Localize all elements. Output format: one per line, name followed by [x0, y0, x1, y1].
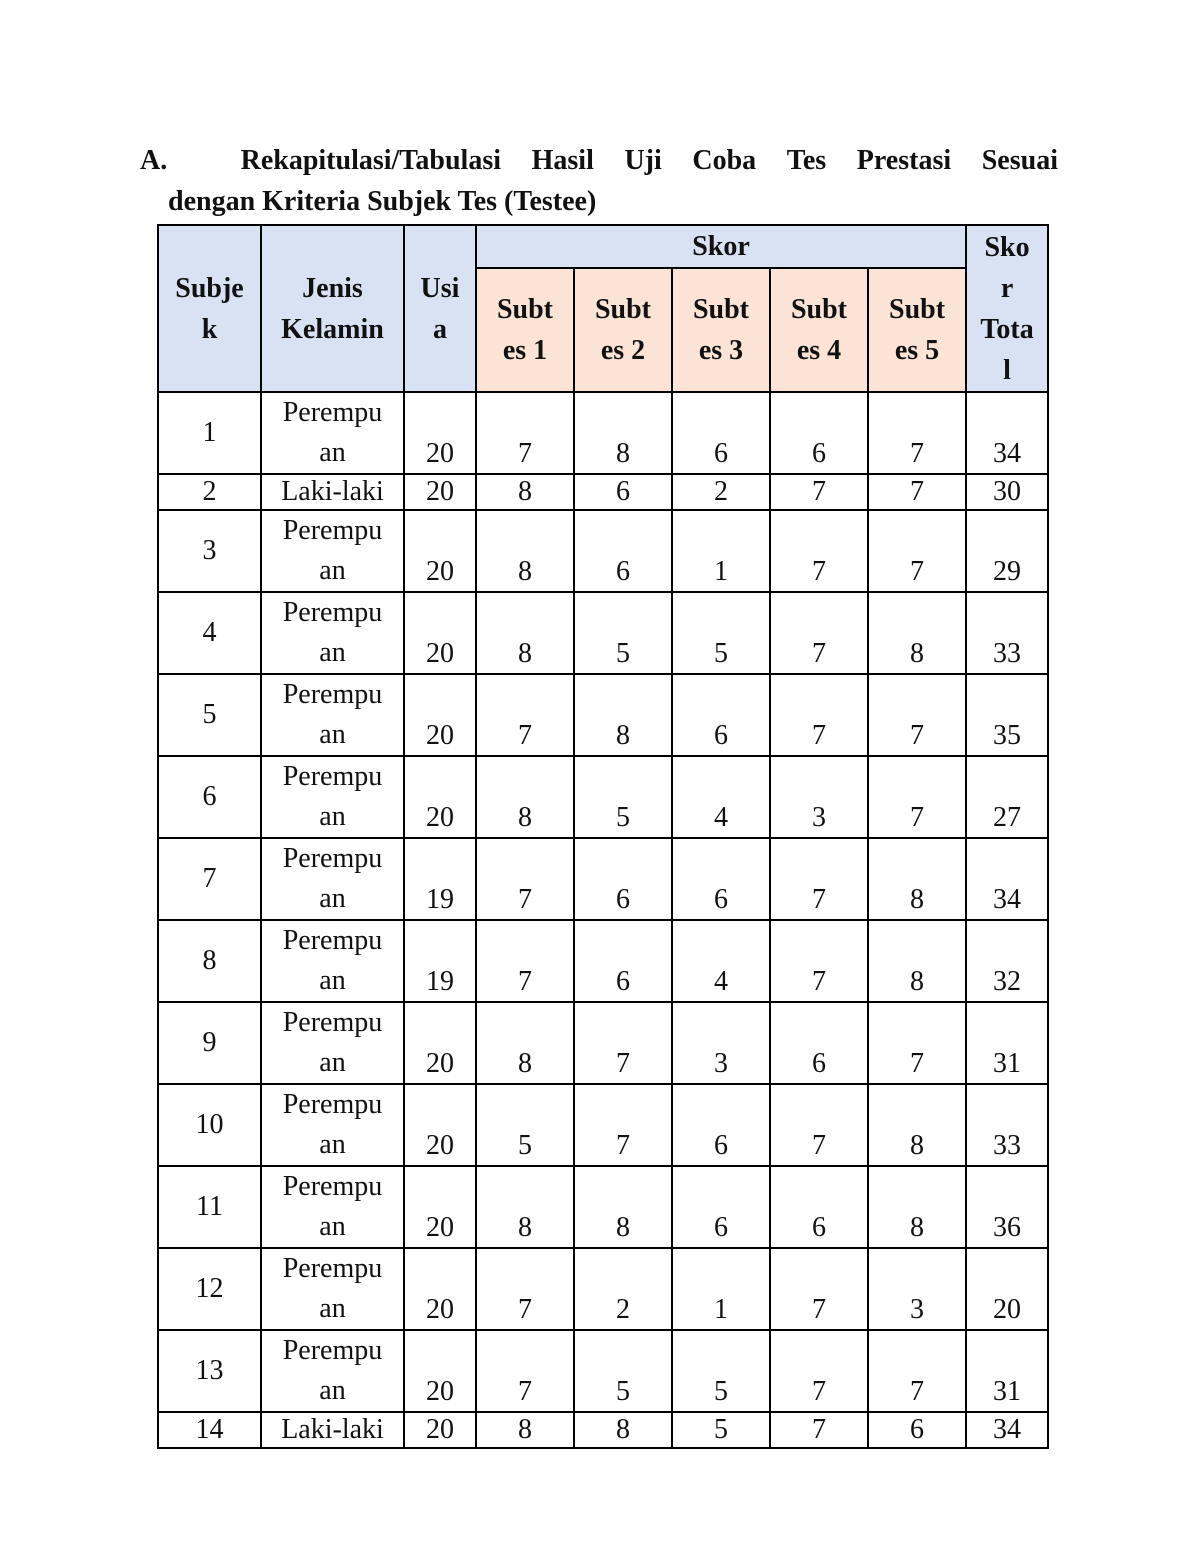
subtes-4-cell: 7 [770, 838, 868, 920]
usia-cell: 20 [404, 1002, 476, 1084]
heading-line-1 [140, 140, 1058, 181]
jenis-kelamin-text: an [319, 801, 346, 832]
subtes-4-cell: 7 [770, 920, 868, 1002]
jenis-kelamin-text: an [319, 1211, 346, 1242]
usia-cell: 19 [404, 920, 476, 1002]
jenis-kelamin-text: Perempu [282, 843, 383, 874]
subtes-3-cell: 6 [672, 838, 770, 920]
subtes-4-cell: 7 [770, 592, 868, 674]
subtes-2-cell: 8 [574, 674, 672, 756]
usia-cell: 20 [404, 1166, 476, 1248]
jenis-kelamin-text: Perempu [282, 1335, 383, 1366]
subtes-2-cell: 8 [574, 1412, 672, 1448]
subtes-5-cell: 7 [868, 392, 966, 474]
subtes-2-cell: 7 [574, 1002, 672, 1084]
subjek-cell: 12 [158, 1248, 261, 1330]
subtes-5-cell: 8 [868, 592, 966, 674]
jenis-kelamin-text: an [319, 555, 346, 586]
subtes-2-cell: 7 [574, 1084, 672, 1166]
skor-total-cell: 32 [966, 920, 1048, 1002]
jenis-kelamin-text: Perempu [282, 679, 383, 710]
subtes-4-cell: 6 [770, 392, 868, 474]
header-subtes-2: Subt es 2 [574, 268, 672, 392]
subtes-1-cell: 7 [476, 838, 574, 920]
subtes-3-cell: 6 [672, 1166, 770, 1248]
subtes-3-cell: 5 [672, 1412, 770, 1448]
skor-total-cell: 31 [966, 1002, 1048, 1084]
table-row [158, 592, 1048, 674]
jenis-kelamin-cell [261, 756, 404, 838]
jenis-kelamin-cell [261, 1084, 404, 1166]
jenis-kelamin-text: Perempu [282, 925, 383, 956]
jenis-kelamin-text: Perempu [282, 597, 383, 628]
section-heading [140, 140, 1058, 222]
subtes-3-cell: 6 [672, 674, 770, 756]
subtes-5-cell: 7 [868, 1330, 966, 1412]
subtes-3-cell: 1 [672, 1248, 770, 1330]
subtes-5-cell: 8 [868, 1084, 966, 1166]
jenis-kelamin-cell [261, 1002, 404, 1084]
jenis-kelamin-text: Laki-laki [281, 476, 384, 507]
subtes-3-cell: 5 [672, 592, 770, 674]
usia-cell: 20 [404, 392, 476, 474]
jenis-kelamin-text: Perempu [282, 1089, 383, 1120]
usia-cell: 20 [404, 510, 476, 592]
skor-total-cell: 27 [966, 756, 1048, 838]
subtes-3-cell: 6 [672, 1084, 770, 1166]
table-row [158, 1084, 1048, 1166]
recap-table [157, 224, 1049, 1449]
subtes-1-cell: 8 [476, 510, 574, 592]
jenis-kelamin-cell [261, 1330, 404, 1412]
subtes-2-cell: 6 [574, 838, 672, 920]
table-row [158, 1330, 1048, 1412]
subtes-2-cell: 2 [574, 1248, 672, 1330]
subtes-5-cell: 3 [868, 1248, 966, 1330]
subtes-3-cell: 6 [672, 392, 770, 474]
skor-total-cell: 33 [966, 592, 1048, 674]
header-subtes-5: Subt es 5 [868, 268, 966, 392]
jenis-kelamin-cell [261, 674, 404, 756]
subjek-cell: 6 [158, 756, 261, 838]
heading-letter: A. [140, 145, 168, 176]
subtes-4-cell: 7 [770, 674, 868, 756]
jenis-kelamin-cell [261, 392, 404, 474]
jenis-kelamin-text: Laki-laki [281, 1414, 384, 1445]
jenis-kelamin-text: an [319, 1375, 346, 1406]
subjek-cell: 8 [158, 920, 261, 1002]
heading-line-2: dengan Kriteria Subjek Tes (Testee) [168, 186, 597, 217]
subtes-3-cell: 5 [672, 1330, 770, 1412]
subjek-cell: 7 [158, 838, 261, 920]
subtes-4-cell: 7 [770, 1248, 868, 1330]
skor-total-cell: 20 [966, 1248, 1048, 1330]
jenis-kelamin-cell [261, 474, 404, 510]
heading-word: Prestasi [856, 145, 952, 176]
header-jenis-kelamin: Jenis Kelamin [261, 225, 404, 392]
subtes-1-cell: 7 [476, 674, 574, 756]
usia-cell: 20 [404, 592, 476, 674]
heading-word: Tes [786, 145, 827, 176]
subtes-4-cell: 7 [770, 1084, 868, 1166]
subtes-1-cell: 7 [476, 1330, 574, 1412]
heading-word: Coba [692, 145, 757, 176]
usia-cell: 19 [404, 838, 476, 920]
subtes-5-cell: 7 [868, 756, 966, 838]
skor-total-cell: 34 [966, 838, 1048, 920]
subjek-cell: 11 [158, 1166, 261, 1248]
jenis-kelamin-cell [261, 838, 404, 920]
table-body [158, 392, 1048, 1448]
usia-cell: 20 [404, 1330, 476, 1412]
subjek-cell: 1 [158, 392, 261, 474]
skor-total-cell: 34 [966, 1412, 1048, 1448]
jenis-kelamin-text: Perempu [282, 1007, 383, 1038]
subtes-2-cell: 6 [574, 920, 672, 1002]
heading-word: Hasil [531, 145, 594, 176]
subjek-cell: 9 [158, 1002, 261, 1084]
table-row [158, 838, 1048, 920]
subtes-1-cell: 7 [476, 1248, 574, 1330]
table-row [158, 1248, 1048, 1330]
subjek-cell: 3 [158, 510, 261, 592]
subtes-1-cell: 7 [476, 920, 574, 1002]
jenis-kelamin-text: an [319, 1293, 346, 1324]
subtes-5-cell: 6 [868, 1412, 966, 1448]
header-skor: Skor [476, 225, 966, 268]
subjek-cell: 13 [158, 1330, 261, 1412]
jenis-kelamin-text: an [319, 883, 346, 914]
subjek-cell: 10 [158, 1084, 261, 1166]
table-row [158, 474, 1048, 510]
subtes-2-cell: 8 [574, 1166, 672, 1248]
usia-cell: 20 [404, 1412, 476, 1448]
skor-total-cell: 29 [966, 510, 1048, 592]
header-skor-total: Sko r Tota l [966, 225, 1048, 392]
table-row [158, 1166, 1048, 1248]
jenis-kelamin-cell [261, 510, 404, 592]
jenis-kelamin-text: Perempu [282, 515, 383, 546]
header-subtes-4: Subt es 4 [770, 268, 868, 392]
table-row [158, 510, 1048, 592]
usia-cell: 20 [404, 1084, 476, 1166]
table-row [158, 1412, 1048, 1448]
jenis-kelamin-text: Perempu [282, 397, 383, 428]
table-row [158, 1002, 1048, 1084]
subtes-2-cell: 5 [574, 1330, 672, 1412]
subtes-4-cell: 7 [770, 1330, 868, 1412]
usia-cell: 20 [404, 1248, 476, 1330]
jenis-kelamin-text: an [319, 637, 346, 668]
skor-total-cell: 30 [966, 474, 1048, 510]
subtes-2-cell: 5 [574, 756, 672, 838]
table-row [158, 674, 1048, 756]
subtes-1-cell: 8 [476, 1166, 574, 1248]
subjek-cell: 5 [158, 674, 261, 756]
subtes-1-cell: 7 [476, 392, 574, 474]
jenis-kelamin-text: an [319, 437, 346, 468]
heading-word: Sesuai [981, 145, 1058, 176]
subtes-4-cell: 7 [770, 474, 868, 510]
subtes-4-cell: 7 [770, 1412, 868, 1448]
subtes-3-cell: 4 [672, 756, 770, 838]
subtes-4-cell: 3 [770, 756, 868, 838]
jenis-kelamin-text: an [319, 719, 346, 750]
skor-total-cell: 34 [966, 392, 1048, 474]
subtes-3-cell: 1 [672, 510, 770, 592]
table-row [158, 756, 1048, 838]
subtes-1-cell: 5 [476, 1084, 574, 1166]
subtes-5-cell: 7 [868, 510, 966, 592]
subjek-cell: 14 [158, 1412, 261, 1448]
header-subjek: Subje k [158, 225, 261, 392]
usia-cell: 20 [404, 756, 476, 838]
subtes-3-cell: 3 [672, 1002, 770, 1084]
jenis-kelamin-cell [261, 1412, 404, 1448]
subtes-4-cell: 7 [770, 510, 868, 592]
subtes-1-cell: 8 [476, 592, 574, 674]
table-row [158, 920, 1048, 1002]
subtes-1-cell: 8 [476, 1002, 574, 1084]
subtes-5-cell: 7 [868, 474, 966, 510]
jenis-kelamin-cell [261, 592, 404, 674]
jenis-kelamin-text: an [319, 1047, 346, 1078]
jenis-kelamin-cell [261, 1248, 404, 1330]
subjek-cell: 4 [158, 592, 261, 674]
jenis-kelamin-text: an [319, 965, 346, 996]
jenis-kelamin-text: Perempu [282, 761, 383, 792]
skor-total-cell: 35 [966, 674, 1048, 756]
subtes-5-cell: 8 [868, 1166, 966, 1248]
subtes-4-cell: 6 [770, 1002, 868, 1084]
heading-word: Rekapitulasi/Tabulasi [240, 145, 502, 176]
jenis-kelamin-cell [261, 1166, 404, 1248]
header-subtes-1: Subt es 1 [476, 268, 574, 392]
subtes-4-cell: 6 [770, 1166, 868, 1248]
table-row [158, 392, 1048, 474]
usia-cell: 20 [404, 474, 476, 510]
skor-total-cell: 31 [966, 1330, 1048, 1412]
subtes-5-cell: 8 [868, 838, 966, 920]
header-usia: Usi a [404, 225, 476, 392]
subtes-2-cell: 8 [574, 392, 672, 474]
skor-total-cell: 36 [966, 1166, 1048, 1248]
subtes-1-cell: 8 [476, 756, 574, 838]
subjek-cell: 2 [158, 474, 261, 510]
subtes-5-cell: 8 [868, 920, 966, 1002]
subtes-1-cell: 8 [476, 1412, 574, 1448]
subtes-2-cell: 6 [574, 474, 672, 510]
usia-cell: 20 [404, 674, 476, 756]
header-subtes-3: Subt es 3 [672, 268, 770, 392]
jenis-kelamin-text: an [319, 1129, 346, 1160]
subtes-2-cell: 5 [574, 592, 672, 674]
heading-word: Uji [624, 145, 662, 176]
jenis-kelamin-text: Perempu [282, 1171, 383, 1202]
skor-total-cell: 33 [966, 1084, 1048, 1166]
subtes-2-cell: 6 [574, 510, 672, 592]
subtes-1-cell: 8 [476, 474, 574, 510]
subtes-3-cell: 2 [672, 474, 770, 510]
jenis-kelamin-text: Perempu [282, 1253, 383, 1284]
subtes-5-cell: 7 [868, 1002, 966, 1084]
jenis-kelamin-cell [261, 920, 404, 1002]
subtes-3-cell: 4 [672, 920, 770, 1002]
subtes-5-cell: 7 [868, 674, 966, 756]
